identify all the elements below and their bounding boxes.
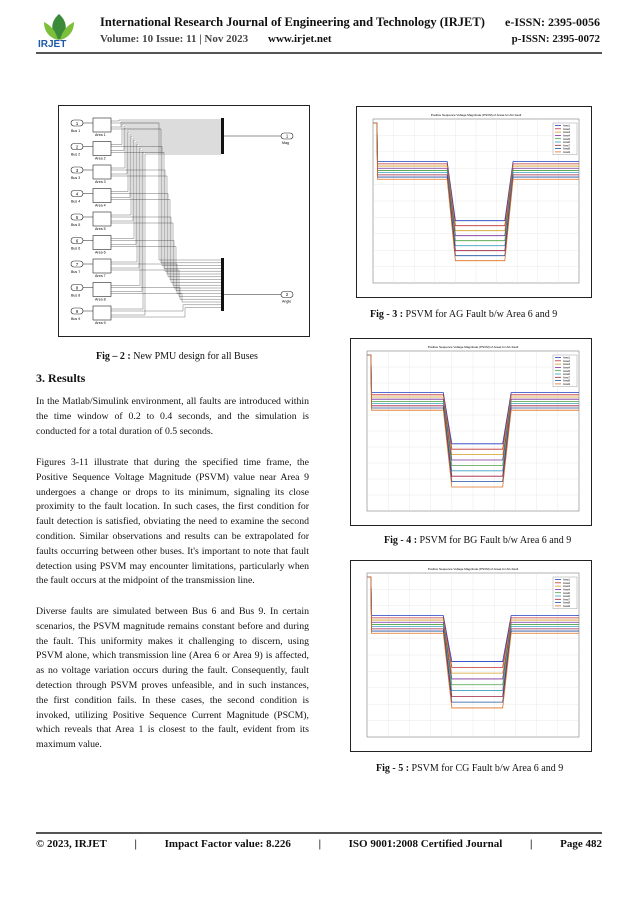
inport-number: 6 <box>75 238 79 244</box>
outport-label: Angle <box>282 299 292 304</box>
legend-label: Area8 <box>563 601 570 605</box>
signal-wire <box>111 176 221 274</box>
legend-label: Area5 <box>563 591 570 595</box>
legend-label: Area3 <box>563 363 570 367</box>
fig3-psvm-plot <box>357 107 591 297</box>
footer-page-number: Page 482 <box>560 838 602 850</box>
area-label: Area 2 <box>95 156 106 161</box>
fig4-caption: Fig - 4 : PSVM for BG Fault b/w Area 6 and 9 <box>384 535 572 546</box>
footer-iso: ISO 9001:2008 Certified Journal <box>348 838 503 850</box>
signal-wire <box>111 147 221 266</box>
fig2-caption: Fig – 2 : New PMU design for all Buses <box>96 351 258 362</box>
legend-label: Area5 <box>563 369 570 373</box>
bus-label: Bus 9 <box>71 317 81 321</box>
area-label: Area 7 <box>95 274 106 278</box>
area-label: Area 4 <box>95 203 106 208</box>
signal-wire <box>111 305 221 311</box>
legend-label: Area9 <box>563 383 570 386</box>
legend-label: Area3 <box>563 131 570 135</box>
footer-separator: | <box>530 838 533 850</box>
area-pmu-block <box>93 189 111 203</box>
signal-wire <box>111 144 221 262</box>
signal-wire <box>111 146 221 268</box>
inport-number: 9 <box>75 308 79 314</box>
legend-label: Area1 <box>563 124 570 128</box>
area-label: Area 5 <box>95 227 106 231</box>
area-pmu-block <box>93 306 111 320</box>
area-pmu-block <box>93 165 111 179</box>
signal-wire <box>111 126 221 151</box>
area-pmu-block <box>93 283 111 297</box>
legend-label: Area6 <box>563 141 570 145</box>
outport-number: 2 <box>285 292 289 298</box>
area-pmu-block <box>93 212 111 226</box>
area-pmu-block <box>93 142 111 156</box>
header-divider <box>36 52 602 54</box>
legend-label: Area8 <box>563 379 570 383</box>
area-label: Area 6 <box>95 250 106 255</box>
area-label: Area 1 <box>95 133 106 137</box>
inport-number: 3 <box>75 167 79 173</box>
paragraph-2: Figures 3-11 illustrate that during the specified time frame, the Positive Sequence Voltage Magnitude (PSVM) value near Area 9 undergoes a change or drops to its minimum, signaling its close proximity to the fault location. In such cases, the first condition for fault detection is satisfied, obviating the need to examine the second condition. Similar observations and results can be extrapolated for faults occurring between other buses. It's important to note that fault detection using PSVM may encounter limitations, particularly when the fault occurs at the midpoint of the transmission line. <box>36 457 309 587</box>
signal-wire <box>111 294 221 303</box>
signal-wire <box>111 134 221 198</box>
legend-label: Area6 <box>563 373 570 377</box>
fig4-psvm-plot <box>351 339 591 525</box>
logo-text: IRJET <box>38 39 67 50</box>
footer-divider <box>36 832 602 834</box>
plot-title: Positive Sequence Voltage Magnitude (PSVM) of Areas for AG Fault <box>427 567 519 571</box>
plot-title: Positive Sequence Voltage Magnitude (PSVM) of Areas for AG Fault <box>430 113 522 117</box>
bus-label: Bus 5 <box>71 223 81 227</box>
fig4-plot-panel <box>350 338 592 526</box>
fig5-plot-panel <box>350 560 592 752</box>
bus-label: Bus 2 <box>71 152 81 157</box>
p-issn: p-ISSN: 2395-0072 <box>511 33 600 45</box>
bus-label: Bus 7 <box>71 270 81 274</box>
signal-wire <box>111 124 221 145</box>
outport-number: 1 <box>285 133 289 139</box>
legend-label: Area6 <box>563 595 570 599</box>
signal-wire <box>111 194 221 277</box>
inport-number: 1 <box>75 120 79 126</box>
mux-bus-bar <box>221 118 224 154</box>
legend-label: Area9 <box>563 151 570 154</box>
outport-label: Mag <box>282 141 289 145</box>
section-heading: 3. Results <box>36 371 86 385</box>
signal-wire <box>111 122 221 127</box>
signal-wire <box>111 200 221 280</box>
footer-separator: | <box>318 838 321 850</box>
plot-title: Positive Sequence Voltage Magnitude (PSVM) of Areas for AG Fault <box>427 345 519 349</box>
signal-wire <box>111 247 221 291</box>
bus-label: Bus 3 <box>71 176 81 180</box>
inport-number: 2 <box>75 144 79 150</box>
signal-wire <box>111 223 221 285</box>
legend-label: Area4 <box>563 134 570 138</box>
bus-label: Bus 8 <box>71 293 81 298</box>
inport-number: 7 <box>75 261 79 267</box>
footer-copyright: © 2023, IRJET <box>36 838 107 850</box>
page-footer <box>36 838 602 850</box>
legend-label: Area1 <box>563 578 570 582</box>
pmu-simulink-diagram <box>59 106 309 336</box>
signal-wire <box>111 142 221 245</box>
legend-label: Area5 <box>563 137 570 141</box>
legend-label: Area1 <box>563 356 570 360</box>
mux-bus-bar <box>221 258 224 311</box>
journal-website-link[interactable]: www.irjet.net <box>268 33 332 45</box>
footer-impact-factor: Impact Factor value: 8.226 <box>164 838 291 850</box>
signal-wire <box>111 217 221 282</box>
footer-separator: | <box>134 838 137 850</box>
legend-label: Area4 <box>563 588 570 592</box>
signal-wire <box>111 132 221 192</box>
area-pmu-block <box>93 259 111 273</box>
legend-label: Area7 <box>563 144 570 148</box>
bus-label: Bus 1 <box>71 129 81 133</box>
legend-label: Area4 <box>563 366 570 370</box>
inport-number: 4 <box>75 191 79 197</box>
area-pmu-block <box>93 118 111 132</box>
legend-label: Area2 <box>563 581 570 585</box>
e-issn: e-ISSN: 2395-0056 <box>505 15 600 29</box>
paragraph-1: In the Matlab/Simulink environment, all faults are introduced within the time window of 0.2 to 0.4 seconds, and the simulation is conducted for a total duration of 0.5 seconds. <box>36 396 309 437</box>
bus-label: Bus 6 <box>71 246 81 251</box>
area-label: Area 8 <box>95 297 106 302</box>
legend-label: Area2 <box>563 127 570 131</box>
signal-wire <box>111 241 221 289</box>
legend-label: Area2 <box>563 359 570 363</box>
signal-wire <box>111 138 221 221</box>
legend-label: Area8 <box>563 147 570 151</box>
pmu-diagram-figure <box>58 105 310 337</box>
area-pmu-block <box>93 236 111 250</box>
volume-issue: Volume: 10 Issue: 11 | Nov 2023 <box>100 33 249 45</box>
legend-label: Area9 <box>563 605 570 608</box>
journal-title: International Research Journal of Engineering and Technology (IRJET) <box>100 15 485 29</box>
inport-number: 5 <box>75 214 79 220</box>
paragraph-3: Diverse faults are simulated between Bus 6 and Bus 9. In certain scenarios, the PSVM magnitude remains constant before and during the fault. This uniformity makes it challenging to discern, using PSVM alone, which transmission line (Area 6 or Area 9) is affected, as no voltage variation occurs during the fault. Consequently, fault detection through PSVM proves unfeasible, and in such instances, the first condition fails. In these cases, the second condition is invoked, utilizing Positive Sequence Current Magnitude (PSCM), which reveals that Area 1 is closest to the fault, evident from its maximum value. <box>36 606 309 751</box>
fig3-caption: Fig - 3 : PSVM for AG Fault b/w Area 6 and 9 <box>370 309 558 320</box>
signal-wire <box>111 148 221 286</box>
legend-label: Area3 <box>563 585 570 589</box>
legend-label: Area7 <box>563 598 570 602</box>
area-label: Area 9 <box>95 321 106 325</box>
area-label: Area 3 <box>95 180 106 184</box>
signal-wire <box>111 140 221 239</box>
signal-wire <box>111 120 221 121</box>
inport-number: 8 <box>75 285 79 291</box>
signal-wire <box>111 129 221 263</box>
signal-wire <box>111 170 221 271</box>
signal-wire <box>111 150 221 292</box>
bus-label: Bus 4 <box>71 199 81 204</box>
fig5-psvm-plot <box>351 561 591 751</box>
journal-logo <box>36 12 82 52</box>
legend-label: Area7 <box>563 376 570 380</box>
fig5-caption: Fig - 5 : PSVM for CG Fault b/w Area 6 and 9 <box>376 763 564 774</box>
fig3-plot-panel <box>356 106 592 298</box>
